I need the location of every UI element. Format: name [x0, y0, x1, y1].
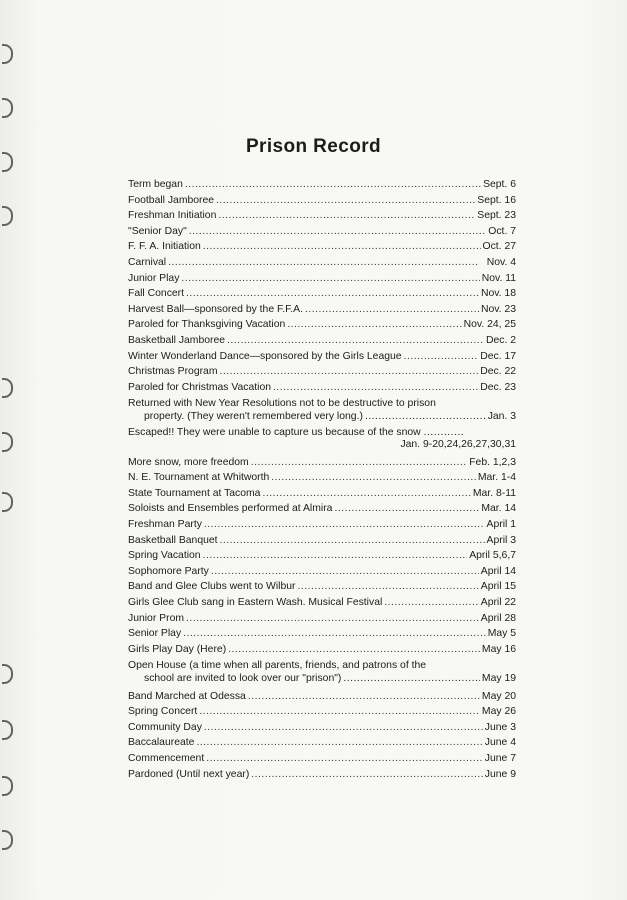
leader-dots [183, 626, 486, 642]
event-row [128, 751, 516, 767]
leader-dots [216, 193, 475, 209]
binder-ring-icon [2, 776, 13, 796]
event-date: Dec. 23 [480, 381, 516, 393]
leader-dots [384, 595, 478, 611]
event-label: Girls Glee Club sang in Eastern Wash. Musical Festival [128, 597, 383, 609]
event-date: Sept. 6 [483, 179, 516, 190]
event-label: Freshman Party [128, 519, 202, 531]
event-label: Band Marched at Odessa [128, 690, 246, 702]
binder-ring-icon [2, 720, 13, 740]
event-row [128, 470, 516, 486]
leader-dots [186, 611, 479, 627]
event-label: Returned with New Year Resolutions not to be destructive to prison [128, 398, 436, 410]
binder-ring-icon [2, 378, 13, 398]
event-date: June 3 [484, 721, 516, 733]
event-date: April 28 [480, 612, 516, 624]
leader-dots [343, 673, 480, 686]
event-row [128, 349, 516, 365]
event-date: Oct. 7 [488, 225, 516, 237]
event-date: April 15 [480, 581, 516, 593]
event-date: Nov. 18 [480, 288, 516, 300]
event-date: May 26 [481, 706, 516, 718]
event-list [128, 177, 516, 782]
event-date: Nov. 11 [481, 272, 516, 284]
event-row [128, 380, 516, 396]
leader-dots [203, 239, 481, 255]
event-label: Winter Wonderland Dance—sponsored by the Girls League [128, 350, 402, 362]
leader-dots [186, 286, 479, 302]
leader-dots [251, 455, 468, 471]
event-date: April 1 [486, 519, 516, 531]
event-date: Jan. 9-20,24,26,27,30,31 [400, 439, 516, 451]
leader-dots [262, 486, 470, 502]
leader-dots [287, 317, 461, 333]
leader-dots [220, 533, 485, 549]
event-row [128, 255, 516, 271]
event-label: Commencement [128, 752, 205, 764]
leader-dots [334, 501, 479, 517]
leader-dots [206, 751, 483, 767]
event-date: May 16 [481, 643, 516, 655]
binder-ring-icon [2, 206, 13, 226]
leader-dots [424, 427, 516, 440]
event-date: Dec. 2 [485, 334, 516, 346]
event-row [128, 533, 516, 549]
event-row [128, 767, 516, 783]
event-label: F. F. A. Initiation [128, 241, 201, 253]
event-label: property. (They weren't remembered very long.) [144, 410, 363, 422]
event-label: Soloists and Ensembles performed at Almira [128, 503, 333, 515]
event-label: N. E. Tournament at Whitworth [128, 472, 270, 484]
event-row [128, 626, 516, 642]
event-row [128, 271, 516, 287]
leader-dots [365, 411, 486, 424]
event-date: April 22 [480, 597, 516, 609]
event-group-fall [128, 177, 516, 395]
event-label: Football Jamboree [128, 194, 215, 206]
event-row [128, 455, 516, 471]
event-row [128, 333, 516, 349]
leader-dots [404, 349, 479, 365]
event-date: Nov. 23 [480, 303, 516, 315]
binder-ring-icon [2, 98, 13, 118]
event-date: May 19 [481, 673, 516, 684]
binder-ring-icon [2, 664, 13, 684]
event-date: Dec. 22 [480, 366, 516, 378]
event-date: April 14 [480, 565, 516, 577]
event-date: Jan. 3 [487, 410, 516, 422]
page-title: Prison Record [245, 136, 382, 157]
event-label: Term began [128, 179, 183, 190]
event-date: June 9 [484, 768, 516, 780]
binder-ring-icon [2, 492, 13, 512]
event-row [128, 517, 516, 533]
leader-dots [248, 689, 480, 705]
leader-dots [218, 208, 475, 224]
event-row [128, 224, 516, 240]
leader-dots [181, 271, 479, 287]
event-row [128, 501, 516, 517]
leader-dots [251, 767, 483, 783]
event-date: May 5 [487, 628, 516, 640]
event-row [128, 548, 516, 564]
leader-dots [185, 177, 481, 193]
event-row [128, 720, 516, 736]
event-label: Girls Play Day (Here) [128, 643, 227, 655]
leader-dots [168, 255, 485, 271]
event-label: Spring Concert [128, 706, 198, 718]
event-date: Sept. 16 [477, 194, 516, 206]
event-row [128, 642, 516, 658]
event-label: school are invited to look over our "prison") [144, 673, 342, 684]
event-date: Feb. 1,2,3 [469, 456, 516, 468]
event-label: Christmas Program [128, 366, 218, 378]
event-open-house [128, 660, 516, 685]
event-group-late [128, 689, 516, 783]
event-row [128, 595, 516, 611]
leader-dots [220, 364, 479, 380]
event-label: Sophomore Party [128, 565, 209, 577]
leader-dots [196, 735, 482, 751]
event-date: Mar. 14 [481, 503, 516, 515]
event-row [128, 208, 516, 224]
event-date: Mar. 1-4 [477, 472, 516, 484]
leader-dots [228, 642, 480, 658]
event-label: Basketball Banquet [128, 534, 218, 546]
event-group-spring [128, 455, 516, 658]
event-date: Oct. 27 [482, 241, 516, 253]
event-date: June 7 [484, 752, 516, 764]
event-label: Freshman Initiation [128, 210, 217, 222]
event-returned [128, 398, 516, 423]
event-label: Paroled for Thanksgiving Vacation [128, 319, 286, 331]
event-date: Mar. 8-11 [472, 487, 516, 499]
event-row [128, 689, 516, 705]
leader-dots [189, 224, 487, 240]
leader-dots [273, 380, 478, 396]
event-label: Band and Glee Clubs went to Wilbur [128, 581, 296, 593]
event-label: Community Day [128, 721, 202, 733]
event-date: May 20 [481, 690, 516, 702]
event-label: Junior Prom [128, 612, 185, 624]
event-escaped [128, 427, 516, 452]
event-row [128, 193, 516, 209]
event-row [128, 177, 516, 193]
event-label: Junior Play [128, 272, 180, 284]
event-date: April 3 [486, 534, 516, 546]
leader-dots [305, 302, 479, 318]
event-label: Spring Vacation [128, 550, 201, 562]
event-date: April 5,6,7 [469, 550, 516, 562]
leader-dots [271, 470, 476, 486]
event-row [128, 704, 516, 720]
event-date: June 4 [484, 737, 516, 749]
event-row [128, 486, 516, 502]
event-label: Harvest Ball—sponsored by the F.F.A. [128, 303, 303, 315]
event-label: Fall Concert [128, 288, 185, 300]
event-label: Carnival [128, 256, 167, 268]
leader-dots [203, 548, 468, 564]
event-label: Paroled for Christmas Vacation [128, 381, 272, 393]
event-row [128, 239, 516, 255]
event-row [128, 564, 516, 580]
event-row [128, 364, 516, 380]
leader-dots [199, 704, 480, 720]
event-date: Nov. 4 [486, 256, 516, 268]
event-label: State Tournament at Tacoma [128, 487, 261, 499]
event-label: More snow, more freedom [128, 456, 249, 468]
leader-dots [227, 333, 484, 349]
binder-ring-icon [2, 44, 13, 64]
event-label: Senior Play [128, 628, 182, 640]
event-row [128, 302, 516, 318]
leader-dots [298, 579, 479, 595]
event-row [128, 317, 516, 333]
event-row [128, 611, 516, 627]
binder-ring-icon [2, 830, 13, 850]
event-row [128, 735, 516, 751]
leader-dots [211, 564, 479, 580]
event-date: Dec. 17 [480, 350, 516, 362]
binder-ring-icon [2, 432, 13, 452]
event-label: "Senior Day" [128, 225, 187, 237]
event-label: Baccalaureate [128, 737, 195, 749]
event-label: Escaped!! They were unable to capture us because of the snow [128, 426, 421, 438]
event-label: Basketball Jamboree [128, 334, 226, 346]
event-label: Pardoned (Until next year) [128, 768, 250, 780]
event-date: Sept. 23 [477, 210, 516, 222]
leader-dots [204, 517, 485, 533]
event-row [128, 286, 516, 302]
event-label: Open House (a time when all parents, friends, and patrons of the [128, 660, 427, 672]
leader-dots [204, 720, 483, 736]
event-row [128, 579, 516, 595]
event-date: Nov. 24, 25 [463, 319, 516, 331]
